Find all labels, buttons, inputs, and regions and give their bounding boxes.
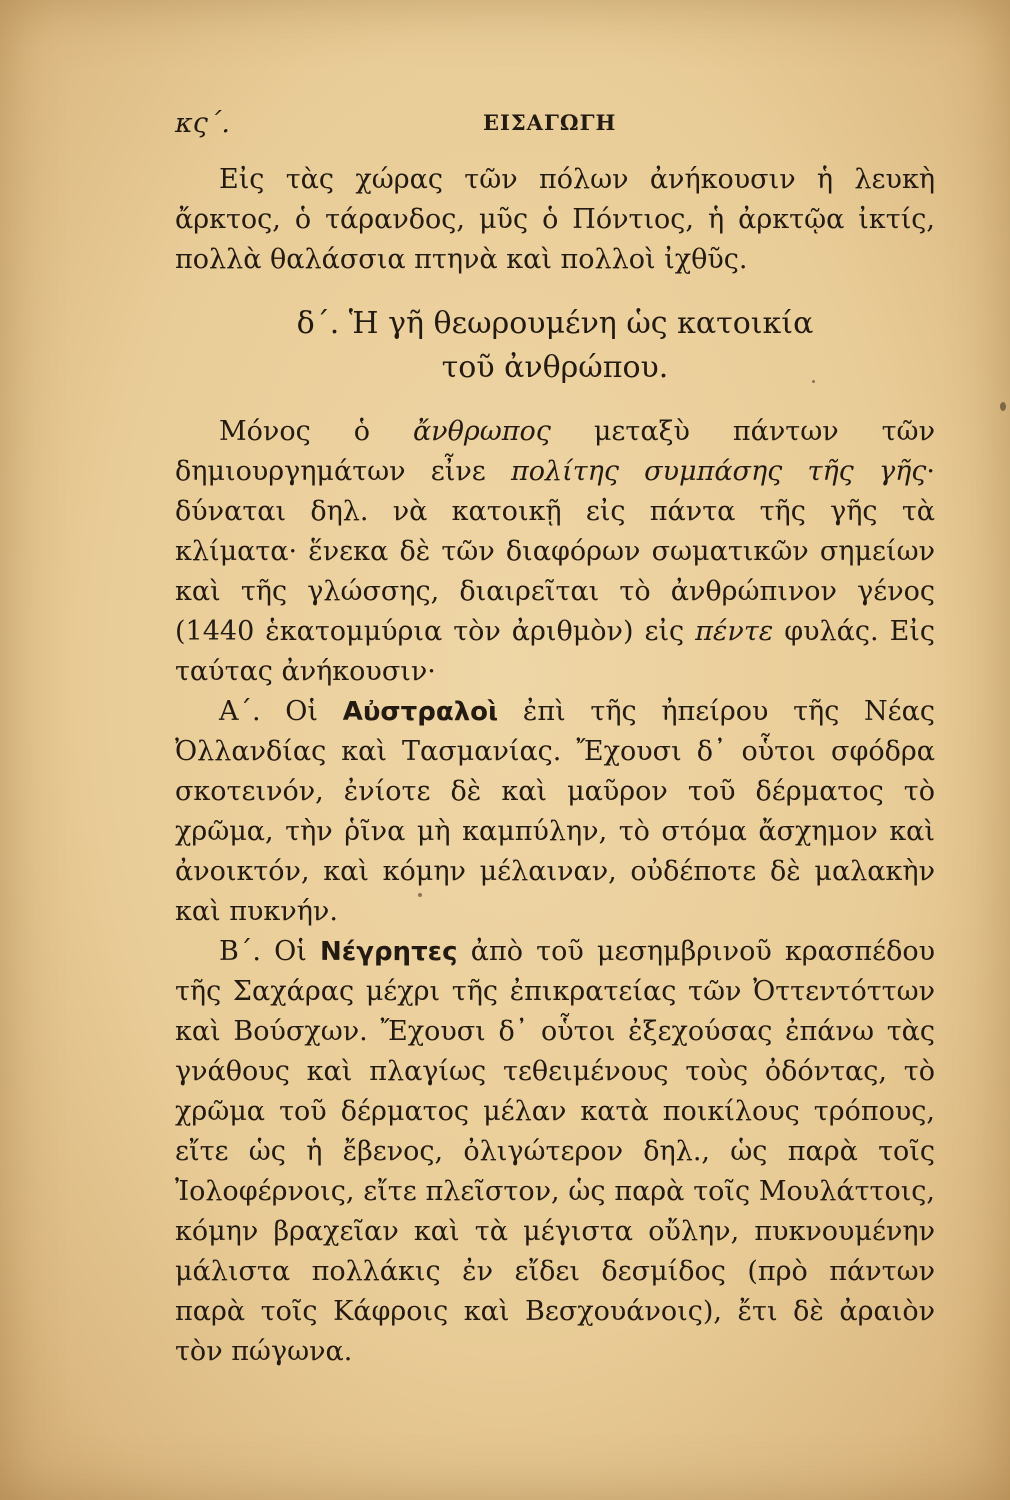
para4-race-name: Νέγρητες (320, 937, 458, 967)
para2-text-3: · δύναται δηλ. νὰ κατοικῇ εἰς πάντα τῆς γῆς τὰ κλίματα· ἕνεκα δὲ τῶν διαφόρων σωματικῶν σημείων καὶ τῆς γλώσσης, διαιρεῖται τὸ ἀνθρώπινον γένος (1440 ἑκατομμύρια τὸν ἀριθμὸν) εἰς (175, 456, 935, 647)
paragraph-australians (175, 692, 935, 932)
para2-italic-3: πέντε (695, 616, 774, 647)
para3-lead: Α΄. Οἱ (219, 696, 343, 727)
running-head (175, 108, 935, 152)
text-block (175, 108, 935, 1372)
para2-text-1: Μόνος ὁ (219, 416, 413, 447)
para3-race-name: Αὐστραλοὶ (342, 697, 499, 727)
para2-italic-1: ἄνθρωπος (412, 416, 551, 447)
paragraph-polar-fauna: Εἰς τὰς χώρας τῶν πόλων ἀνήκουσιν ἡ λευκὴ ἄρκτος, ὁ τάρανδος, μῦς ὁ Πόντιος, ἡ ἀρκτῷα ἰκτίς, πολλὰ θαλάσσια πτηνὰ καὶ πολλοὶ ἰχθῦς. (175, 164, 935, 275)
ink-speck (1000, 402, 1006, 411)
section-heading-line-2: τοῦ ἀνθρώπου. (441, 350, 669, 385)
page-number: κς΄. (175, 108, 230, 139)
para3-text: ἐπὶ τῆς ἠπείρου τῆς Νέας Ὀλλανδίας καὶ Τασμανίας. Ἔχουσι δ᾽ οὗτοι σφόδρα σκοτεινόν, ἐνίοτε δὲ καὶ μαῦρον τοῦ δέρματος τὸ χρῶμα, τὴν ῥῖνα μὴ καμπύλην, τὸ στόμα ἄσχημον καὶ ἀνοικτόν, καὶ κόμην μέλαιναν, οὐδέποτε δὲ μαλακὴν καὶ πυκνήν. (175, 696, 935, 927)
para4-lead: Β΄. Οἱ (219, 936, 320, 967)
running-head-title: ΕΙΣΑΓΩΓΗ (483, 110, 617, 135)
para2-text-2: μεταξὺ πάντων τῶν δημιουργημάτων εἶνε (175, 416, 935, 487)
paragraph-human-dwelling (175, 412, 935, 692)
section-heading (175, 302, 935, 390)
para4-text: ἀπὸ τοῦ μεσημβρινοῦ κρασπέδου τῆς Σαχάρας μέχρι τῆς ἐπικρατείας τῶν Ὀττεντόττων καὶ Βούσχων. Ἔχουσι δ᾽ οὗτοι ἐξεχούσας ἐπάνω τὰς γνάθους καὶ πλαγίως τεθειμένους τοὺς ὀδόντας, τὸ χρῶμα τοῦ δέρματος μέλαν κατὰ ποικίλους τρόπους, εἴτε ὡς ἡ ἔβενος, ὀλιγώτερον δηλ., ὡς παρὰ τοῖς Ἰολοφέρνοις, εἴτε πλεῖστον, ὡς παρὰ τοῖς Μουλάττοις, κόμην βραχεῖαν καὶ τὰ μέγιστα οὔλην, πυκνουμένην μάλιστα πολλάκις ἐν εἴδει δεσμίδος (πρὸ πάντων παρὰ τοῖς Κάφροις καὶ Βεσχουάνοις), ἔτι δὲ ἀραιὸν τὸν πώγωνα. (175, 936, 935, 1367)
para2-text-4: φυλάς. Εἰς ταύτας ἀνήκουσιν· (175, 616, 936, 687)
para2-italic-2: πολίτης συμπάσης τῆς γῆς (511, 456, 927, 487)
section-heading-line-1: δ΄. Ἡ γῆ θεωρουμένη ὡς κατοικία (296, 306, 814, 341)
paragraph-negroes (175, 932, 935, 1372)
